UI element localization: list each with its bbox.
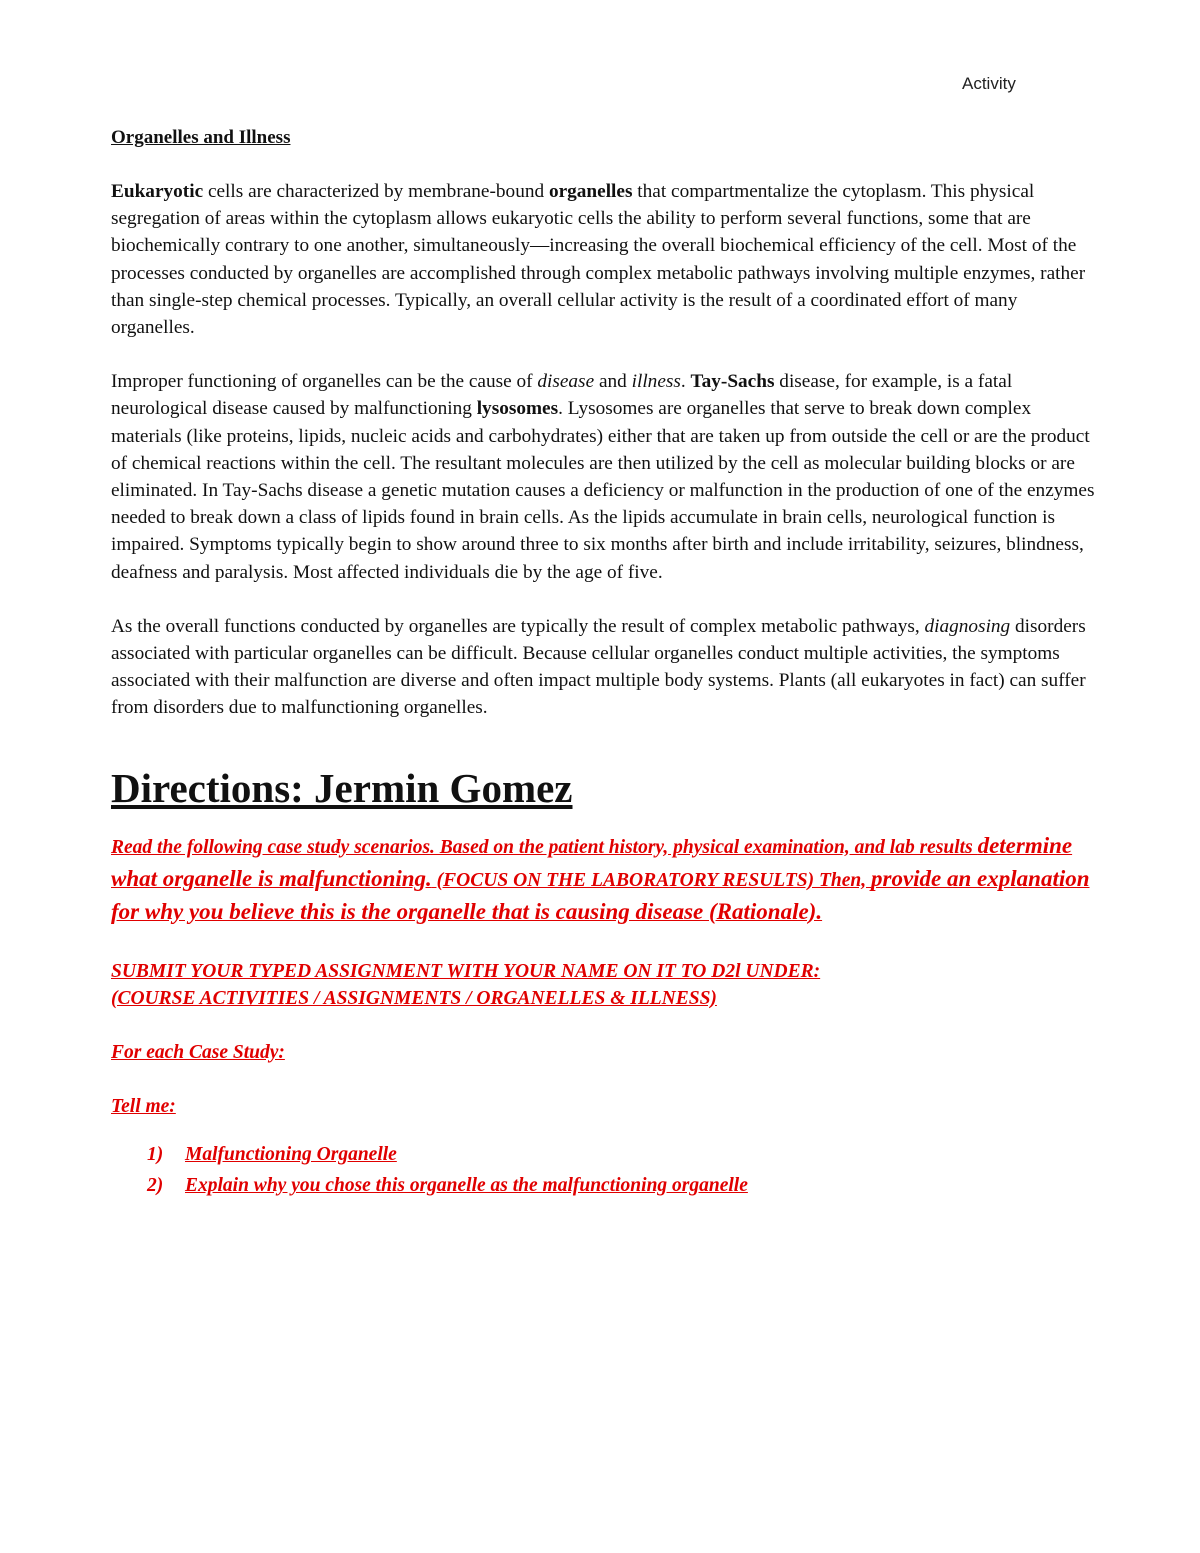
tell-me-label: Tell me:: [111, 1095, 176, 1117]
term-lysosomes: lysosomes: [476, 398, 559, 420]
intro-paragraph: Eukaryotic cells are characterized by membrane-bound organelles that compartmentalize the cytoplasm. This physical segregation of areas within the cytoplasm allows eukaryotic cells the ability to perform several functions, some that are biochemically contrary to one another, simultaneously—increasing the overall biochemical efficiency of the cell. Most of the processes conducted by organelles are accomplished through complex metabolic pathways involving multiple enzymes, rather than single-step chemical processes. Typically, an overall cellular activity is the result of a coordinated effort of many organelles.: [111, 181, 1086, 339]
case-study-label: For each Case Study:: [111, 1041, 285, 1063]
requirements-list: [111, 1139, 1096, 1201]
document-title: Organelles and Illness: [111, 127, 291, 148]
list-item: 1) Malfunctioning Organelle: [147, 1144, 397, 1166]
tay-sachs-paragraph: Improper functioning of organelles can be the cause of disease and illness. Tay-Sachs disease, for example, is a fatal neurological disease caused by malfunctioning lysosomes. Lysosomes are organelles that serve to break down complex materials (like proteins, lipids, nucleic acids and carbohydrates) either that are taken up from outside the cell or are the product of chemical reactions within the cell. The resultant molecules are then utilized by the cell as molecular building blocks or are eliminated. In Tay-Sachs disease a genetic mutation causes a deficiency or malfunction in the production of one of the enzymes needed to break down a class of lipids found in brain cells. As the lipids accumulate in brain cells, neurological function is impaired. Symptoms typically begin to show around three to six months after birth and include irritability, seizures, blindness, deafness and paralysis. Most affected individuals die by the age of five.: [111, 371, 1095, 583]
term-organelles: organelles: [548, 181, 633, 202]
list-item: 2) Explain why you chose this organelle as the malfunctioning organelle: [147, 1175, 748, 1197]
term-tay-sachs: Tay-Sachs: [690, 371, 775, 393]
directions-text: Read the following case study scenarios. Based on the patient history, physical examination, and lab results determine what organelle is malfunctioning. (FOCUS ON THE LABORATORY RESULTS) Then, provide an explanation for why you believe this is the organelle that is causing disease (Rationale).: [111, 832, 1090, 924]
document-body: [111, 124, 1096, 1201]
directions-heading: Directions: Jermin Gomez: [111, 764, 573, 811]
submit-instructions: SUBMIT YOUR TYPED ASSIGNMENT WITH YOUR NAME ON IT TO D2l UNDER: (COURSE ACTIVITIES / ASSIGNMENTS / ORGANELLES & ILLNESS): [111, 960, 821, 1009]
page-header-label: Activity: [962, 74, 1016, 93]
term-eukaryotic: Eukaryotic: [111, 181, 204, 202]
diagnosis-paragraph: As the overall functions conducted by organelles are typically the result of complex metabolic pathways, diagnosing disorders associated with particular organelles can be difficult. Because cellular organelles conduct multiple activities, the symptoms associated with their malfunction are diverse and often impact multiple body systems. Plants (all eukaryotes in fact) can suffer from disorders due to malfunctioning organelles.: [111, 615, 1086, 719]
